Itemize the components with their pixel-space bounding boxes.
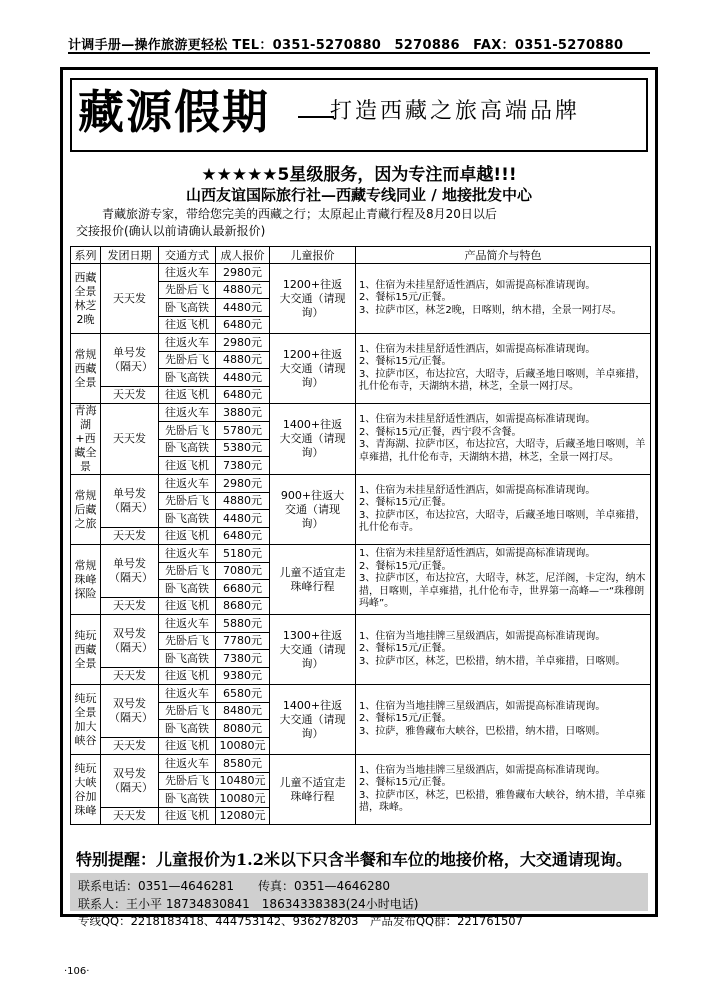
transport-cell: 先卧后飞	[159, 632, 216, 650]
description-cell: 1、住宿为未挂星舒适性酒店，如需提高标准请现询。 2、餐标15元/正餐。 3、拉萨市区，林芝2晚，日喀则，纳木措，全景一网打尽。	[356, 264, 651, 334]
header-transport: 交通方式	[159, 247, 216, 264]
departure-cell: 单号发（隔天）	[101, 475, 159, 528]
transport-cell: 往返飞机	[159, 316, 216, 334]
transport-cell: 往返火车	[159, 334, 216, 352]
transport-cell: 往返飞机	[159, 386, 216, 404]
adult-price-cell: 4480元	[216, 510, 270, 528]
contact-phone: 联系电话：0351—4646281 传真：0351—4646280	[78, 879, 390, 893]
header-description: 产品简介与特色	[356, 247, 651, 264]
adult-price-cell: 7380元	[216, 650, 270, 668]
adult-price-cell: 4880元	[216, 281, 270, 299]
adult-price-cell: 8080元	[216, 720, 270, 738]
departure-cell: 单号发（隔天）	[101, 334, 159, 387]
description-cell: 1、住宿为当地挂牌三星级酒店，如需提高标准请现询。 2、餐标15元/正餐。 3、拉萨，雅鲁藏布大峡谷，巴松措，纳木措，日喀则。	[356, 685, 651, 755]
transport-cell: 卧飞高铁	[159, 369, 216, 387]
table-row	[71, 475, 651, 493]
adult-price-cell: 5180元	[216, 545, 270, 563]
contact-person: 联系人：王小平 18734830841 18634338383(24小时电话)	[78, 897, 419, 911]
transport-cell: 先卧后飞	[159, 702, 216, 720]
adult-price-cell: 7080元	[216, 562, 270, 580]
child-price-cell: 儿童不适宜走珠峰行程	[270, 545, 356, 615]
adult-price-cell: 12080元	[216, 807, 270, 825]
table-row	[71, 615, 651, 633]
table-row	[71, 264, 651, 282]
description-cell: 1、住宿为未挂星舒适性酒店，如需提高标准请现询。 2、餐标15元/正餐。 3、拉萨市区，布达拉宫，大昭寺，后藏圣地日喀则，羊卓雍措，扎什伦布寺，天湖纳木措，林芝，全景一网打尽。	[356, 334, 651, 404]
transport-cell: 往返火车	[159, 685, 216, 703]
adult-price-cell: 3880元	[216, 404, 270, 422]
transport-cell: 往返飞机	[159, 597, 216, 615]
departure-cell: 双号发（隔天）	[101, 615, 159, 668]
departure-cell: 双号发（隔天）	[101, 685, 159, 738]
header-series: 系列	[71, 247, 101, 264]
adult-price-cell: 6480元	[216, 527, 270, 545]
header-departure: 发团日期	[101, 247, 159, 264]
adult-price-cell: 10080元	[216, 790, 270, 808]
adult-price-cell: 10080元	[216, 737, 270, 755]
adult-price-cell: 4880元	[216, 492, 270, 510]
company-name: 山西友谊国际旅行社—西藏专线同业 / 地接批发中心	[186, 186, 532, 204]
description-cell: 1、住宿为未挂星舒适性酒店，如需提高标准请现询。 2、餐标15元/正餐。 3、拉萨市区，布达拉宫，大昭寺，后藏圣地日喀则，羊卓雍措，扎什伦布寺。	[356, 475, 651, 545]
brand-tagline: 打造西藏之旅高端品牌	[330, 99, 581, 124]
description-cell: 1、住宿为未挂星舒适性酒店，如需提高标准请现询。 2、餐标15元/正餐，西宁段不含餐。 3、青海湖、拉萨市区，布达拉宫，大昭寺，后藏圣地日喀则，羊卓雍措，扎什伦布寺，天湖纳木措，林芝，全景一网打尽。	[356, 404, 651, 475]
adult-price-cell: 5880元	[216, 615, 270, 633]
child-price-cell: 儿童不适宜走珠峰行程	[270, 755, 356, 825]
adult-price-cell: 8580元	[216, 755, 270, 773]
series-cell: 常规西藏全景	[71, 334, 101, 404]
departure-cell: 天天发	[101, 264, 159, 334]
table-row	[71, 545, 651, 563]
adult-price-cell: 5780元	[216, 421, 270, 439]
departure-cell: 天天发	[101, 527, 159, 545]
transport-cell: 往返火车	[159, 615, 216, 633]
adult-price-cell: 2980元	[216, 475, 270, 493]
transport-cell: 先卧后飞	[159, 421, 216, 439]
brand-dash	[298, 116, 334, 118]
child-price-cell: 1200+往返大交通（请现询）	[270, 334, 356, 404]
description-cell: 1、住宿为当地挂牌三星级酒店，如需提高标准请现询。 2、餐标15元/正餐。 3、拉萨市区，林芝，巴松措，纳木措，羊卓雍措，日喀则。	[356, 615, 651, 685]
series-cell: 纯玩全景加大峡谷	[71, 685, 101, 755]
adult-price-cell: 6680元	[216, 580, 270, 598]
brand-name: 藏源假期	[78, 85, 270, 139]
transport-cell: 卧飞高铁	[159, 650, 216, 668]
header-rule	[68, 52, 650, 54]
series-cell: 青海湖+西藏全景	[71, 404, 101, 475]
departure-cell: 天天发	[101, 807, 159, 825]
transport-cell: 卧飞高铁	[159, 439, 216, 457]
page-number: ·106·	[64, 966, 90, 977]
transport-cell: 往返火车	[159, 264, 216, 282]
transport-cell: 往返火车	[159, 755, 216, 773]
transport-cell: 往返飞机	[159, 667, 216, 685]
adult-price-cell: 2980元	[216, 334, 270, 352]
header-child-price: 儿童报价	[270, 247, 356, 264]
table-header-row	[71, 247, 651, 264]
transport-cell: 往返飞机	[159, 737, 216, 755]
child-price-cell: 900+往返大交通（请现询）	[270, 475, 356, 545]
transport-cell: 往返火车	[159, 475, 216, 493]
page-header: 计调手册—操作旅游更轻松 TEL：0351-5270880 5270886 FAX：0351-5270880	[68, 38, 624, 53]
transport-cell: 先卧后飞	[159, 492, 216, 510]
departure-cell: 天天发	[101, 597, 159, 615]
adult-price-cell: 7380元	[216, 457, 270, 475]
table-row	[71, 404, 651, 422]
slogan: ★★★★★5星级服务，因为专注而卓越!!!	[201, 165, 517, 185]
adult-price-cell: 7780元	[216, 632, 270, 650]
child-price-cell: 1400+往返大交通（请现询）	[270, 404, 356, 475]
departure-cell: 天天发	[101, 404, 159, 475]
adult-price-cell: 6480元	[216, 316, 270, 334]
description-cell: 1、住宿为当地挂牌三星级酒店，如需提高标准请现询。 2、餐标15元/正餐。 3、拉萨市区，林芝，巴松措，雅鲁藏布大峡谷，纳木措，羊卓雍措，珠峰。	[356, 755, 651, 825]
series-cell: 纯玩大峡谷加珠峰	[71, 755, 101, 825]
description-cell: 1、住宿为未挂星舒适性酒店，如需提高标准请现询。 2、餐标15元/正餐。 3、拉萨市区，布达拉宫，大昭寺，林芝，尼洋阁，卡定沟，纳木措，日喀则，羊卓雍措，扎什伦布寺，世界第一高峰—一“珠穆朗玛峰”。	[356, 545, 651, 615]
transport-cell: 先卧后飞	[159, 772, 216, 790]
transport-cell: 往返飞机	[159, 807, 216, 825]
table-row	[71, 755, 651, 773]
adult-price-cell: 2980元	[216, 264, 270, 282]
transport-cell: 卧飞高铁	[159, 720, 216, 738]
transport-cell: 往返飞机	[159, 527, 216, 545]
transport-cell: 卧飞高铁	[159, 510, 216, 528]
departure-cell: 天天发	[101, 386, 159, 404]
adult-price-cell: 8480元	[216, 702, 270, 720]
transport-cell: 卧飞高铁	[159, 299, 216, 317]
header-adult-price: 成人报价	[216, 247, 270, 264]
transport-cell: 卧飞高铁	[159, 580, 216, 598]
transport-cell: 卧飞高铁	[159, 790, 216, 808]
child-price-cell: 1400+往返大交通（请现询）	[270, 685, 356, 755]
transport-cell: 往返火车	[159, 545, 216, 563]
series-cell: 西藏全景林芝2晚	[71, 264, 101, 334]
adult-price-cell: 4880元	[216, 351, 270, 369]
adult-price-cell: 4480元	[216, 299, 270, 317]
adult-price-cell: 10480元	[216, 772, 270, 790]
contact-qq: 专线QQ：2218183418、444753142、936278203 产品发布QQ群：221761507	[78, 914, 523, 928]
departure-cell: 双号发（隔天）	[101, 755, 159, 808]
table-row	[71, 685, 651, 703]
adult-price-cell: 6480元	[216, 386, 270, 404]
adult-price-cell: 8680元	[216, 597, 270, 615]
adult-price-cell: 5380元	[216, 439, 270, 457]
child-price-cell: 1300+往返大交通（请现询）	[270, 615, 356, 685]
series-cell: 常规珠峰探险	[71, 545, 101, 615]
departure-cell: 天天发	[101, 737, 159, 755]
adult-price-cell: 9380元	[216, 667, 270, 685]
special-notice: 特别提醒：儿童报价为1.2米以下只含半餐和车位的地接价格，大交通请现询。	[76, 850, 632, 869]
adult-price-cell: 4480元	[216, 369, 270, 387]
transport-cell: 先卧后飞	[159, 281, 216, 299]
departure-cell: 单号发（隔天）	[101, 545, 159, 598]
child-price-cell: 1200+往返大交通（请现询）	[270, 264, 356, 334]
transport-cell: 往返飞机	[159, 457, 216, 475]
rates-table	[70, 246, 651, 825]
series-cell: 常规后藏之旅	[71, 475, 101, 545]
table-row	[71, 334, 651, 352]
intro-text: 青藏旅游专家，带给您完美的西藏之行；太原起止青藏行程及8月20日以后	[102, 207, 497, 221]
transport-cell: 先卧后飞	[159, 562, 216, 580]
series-cell: 纯玩西藏全景	[71, 615, 101, 685]
transport-cell: 往返火车	[159, 404, 216, 422]
departure-cell: 天天发	[101, 667, 159, 685]
quote-note: 交接报价(确认以前请确认最新报价)	[76, 224, 266, 238]
transport-cell: 先卧后飞	[159, 351, 216, 369]
adult-price-cell: 6580元	[216, 685, 270, 703]
